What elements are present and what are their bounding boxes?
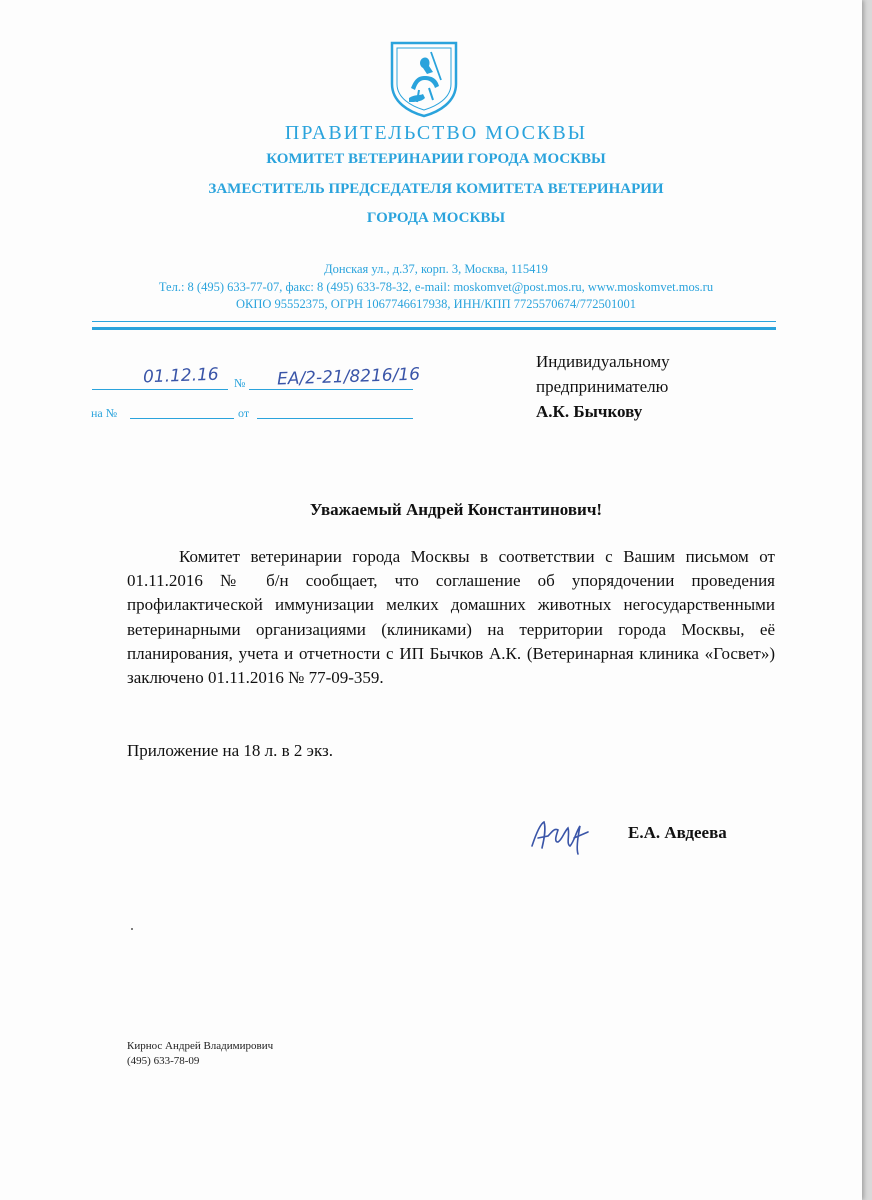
addressee-name: А.К. Бычкову [536, 402, 643, 421]
ref-date-label: от [238, 406, 250, 420]
handwritten-number: ЕА/2-21/8216/16 [276, 364, 421, 390]
address-line: Донская ул., д.37, корп. 3, Москва, 115419 [324, 262, 548, 276]
codes-line: ОКПО 95552375, ОГРН 1067746617938, ИНН/КПП 7725570674/772501001 [236, 297, 636, 311]
ref-number-label: на № [91, 406, 118, 420]
addressee-line2: предпринимателю [536, 377, 669, 396]
letter-body: Комитет ветеринарии города Москвы в соответствии с Вашим письмом от 01.11.2016 № б/н сообщает, что соглашение об упорядочении проведения профилактической иммунизации мелких домашних животных негосударственными ветеринарными организациями (клиниками) на территории города Москвы, её планирования, учета и отчетности с ИП Бычков А.К. (Ветеринарная клиника «Госвет») заключено 01.11.2016 № 77-09-359. [127, 547, 775, 688]
header-divider-thick [92, 327, 776, 330]
salutation: Уважаемый Андрей Константинович! [309, 500, 603, 519]
signatory-name: Е.А. Авдеева [628, 823, 727, 842]
number-field-line [249, 389, 413, 390]
committee-title: КОМИТЕТ ВЕТЕРИНАРИИ ГОРОДА МОСКВЫ [266, 151, 606, 167]
addressee-line1: Индивидуальному [536, 352, 670, 371]
ref-number-line [130, 418, 234, 419]
annex-note: Приложение на 18 л. в 2 экз. [127, 741, 333, 760]
executor-phone: (495) 633-78-09 [127, 1055, 200, 1067]
contacts-line: Тел.: 8 (495) 633-77-07, факс: 8 (495) 633-78-32, e-mail: moskomvet@post.mos.ru, www.moskomvet.mos.ru [158, 280, 714, 294]
date-field-line [92, 389, 228, 390]
header-divider-thin [92, 321, 776, 322]
number-label: № [234, 376, 246, 390]
ref-date-line [257, 418, 413, 419]
position-title-line1: ЗАМЕСТИТЕЛЬ ПРЕДСЕДАТЕЛЯ КОМИТЕТА ВЕТЕРИНАРИИ [208, 181, 664, 197]
speck [131, 928, 133, 930]
government-title: ПРАВИТЕЛЬСТВО МОСКВЫ [284, 122, 588, 144]
position-title-line2: ГОРОДА МОСКВЫ [366, 210, 506, 226]
moscow-coat-of-arms-icon [389, 40, 459, 118]
handwritten-date: 01.12.16 [142, 364, 220, 388]
executor-name: Кирнос Андрей Владимирович [127, 1040, 274, 1052]
signature-icon [528, 812, 592, 856]
